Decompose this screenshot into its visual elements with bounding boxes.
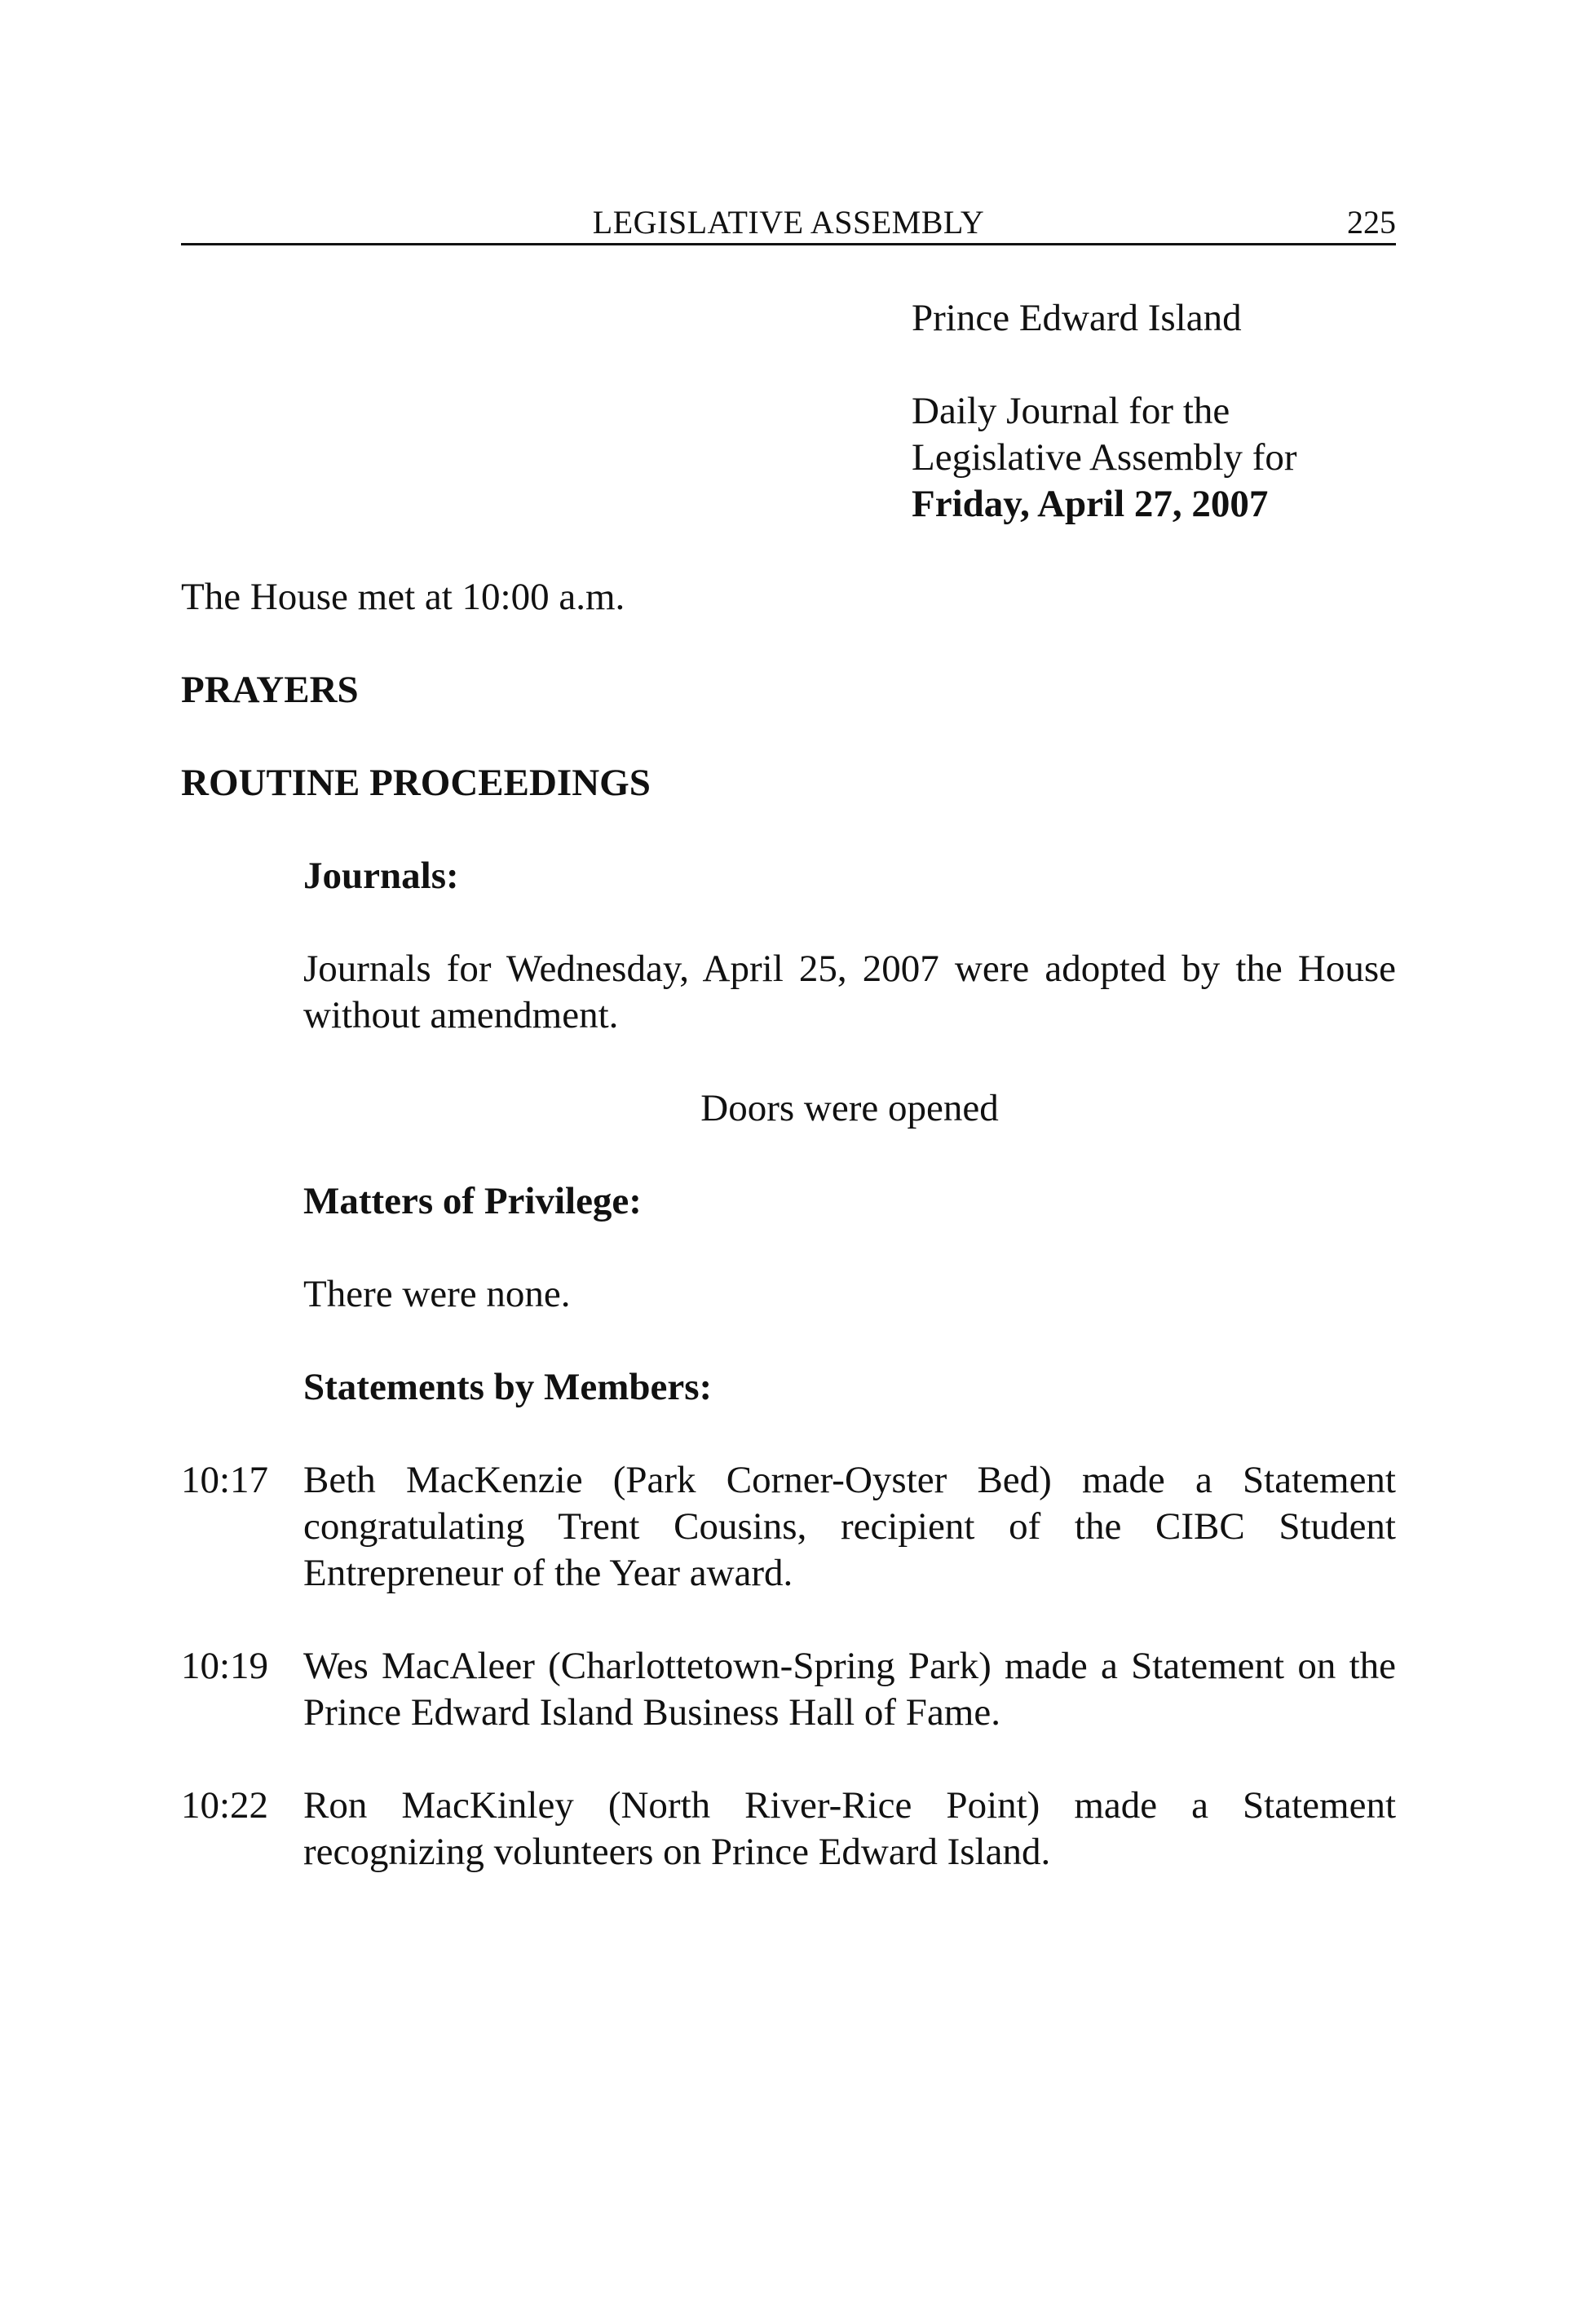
journal-title-line-1: Daily Journal for the bbox=[912, 390, 1230, 432]
province-name: Prince Edward Island bbox=[912, 297, 1242, 339]
journals-heading: Journals: bbox=[303, 855, 459, 897]
statement-text: Ron MacKinley (North River-Rice Point) made a Statement recognizing volunteers on Prince Edward Island. bbox=[303, 1784, 1396, 1873]
doors-opened-note: Doors were opened bbox=[700, 1087, 999, 1129]
statement-text: Beth MacKenzie (Park Corner-Oyster Bed) made a Statement congratulating Trent Cousins, recipient of the CIBC Student Entrepreneur of the Year award. bbox=[303, 1459, 1396, 1594]
page-number: 225 bbox=[1347, 204, 1396, 241]
privilege-text: There were none. bbox=[303, 1273, 571, 1315]
statement-text: Wes MacAleer (Charlottetown-Spring Park) made a Statement on the Prince Edward Island Business Hall of Fame. bbox=[303, 1645, 1396, 1734]
routine-proceedings-heading: ROUTINE PROCEEDINGS bbox=[181, 762, 651, 804]
page-header bbox=[181, 199, 1396, 245]
header-title: LEGISLATIVE ASSEMBLY bbox=[592, 204, 985, 241]
journals-text: Journals for Wednesday, April 25, 2007 were adopted by the House without amendment. bbox=[303, 948, 1396, 1036]
journal-title-line-2: Legislative Assembly for bbox=[912, 436, 1297, 479]
privilege-heading: Matters of Privilege: bbox=[303, 1180, 642, 1222]
prayers-heading: PRAYERS bbox=[181, 669, 359, 711]
opening-line: The House met at 10:00 a.m. bbox=[181, 576, 625, 618]
statement-time: 10:17 bbox=[181, 1459, 269, 1501]
journal-title bbox=[912, 388, 1297, 528]
statement-time: 10:19 bbox=[181, 1645, 269, 1687]
statement-time: 10:22 bbox=[181, 1784, 269, 1827]
statements-heading: Statements by Members: bbox=[303, 1366, 713, 1408]
journal-date: Friday, April 27, 2007 bbox=[912, 483, 1269, 525]
